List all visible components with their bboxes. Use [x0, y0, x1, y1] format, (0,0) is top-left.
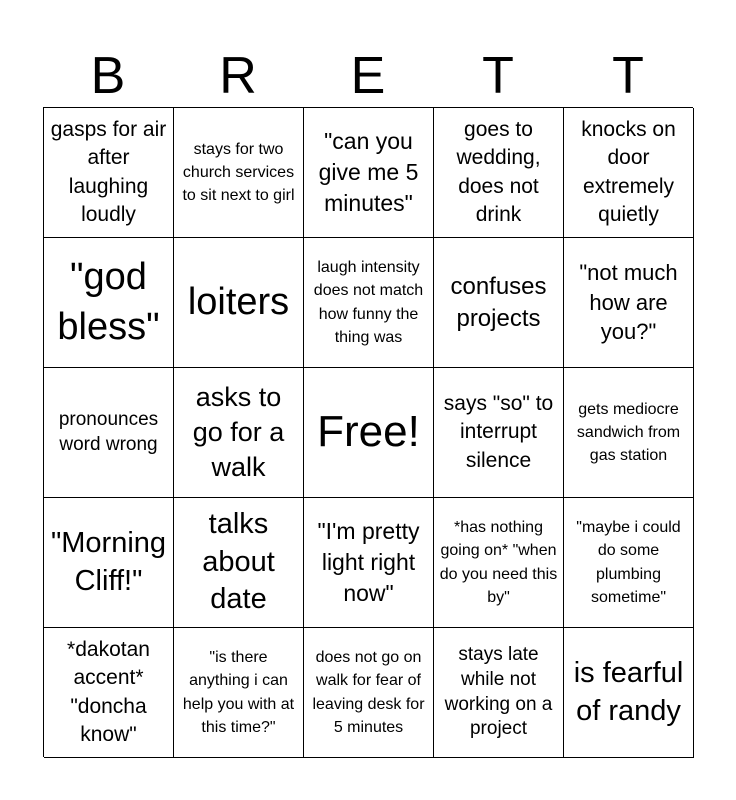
header-letter-t1: T: [482, 47, 514, 105]
header-letter-r: R: [219, 47, 257, 105]
header-letter-t2: T: [612, 47, 644, 105]
bingo-cell[interactable]: pronounces word wrong: [44, 368, 174, 498]
bingo-header: [43, 44, 693, 108]
bingo-board: [43, 107, 693, 757]
bingo-cell[interactable]: "can you give me 5 minutes": [304, 108, 434, 238]
bingo-cell[interactable]: "is there anything i can help you with at this time?": [174, 628, 304, 758]
bingo-cell[interactable]: gasps for air after laughing loudly: [44, 108, 174, 238]
bingo-cell[interactable]: goes to wedding, does not drink: [434, 108, 564, 238]
bingo-cell[interactable]: talks about date: [174, 498, 304, 628]
bingo-cell[interactable]: stays late while not working on a project: [434, 628, 564, 758]
bingo-cell[interactable]: "maybe i could do some plumbing sometime": [564, 498, 694, 628]
bingo-cell[interactable]: does not go on walk for fear of leaving desk for 5 minutes: [304, 628, 434, 758]
bingo-cell[interactable]: "god bless": [44, 238, 174, 368]
bingo-cell[interactable]: asks to go for a walk: [174, 368, 304, 498]
bingo-cell[interactable]: confuses projects: [434, 238, 564, 368]
header-letter-e: E: [350, 47, 386, 105]
bingo-cell[interactable]: "Morning Cliff!": [44, 498, 174, 628]
bingo-cell[interactable]: "not much how are you?": [564, 238, 694, 368]
header-letter-b: B: [90, 47, 126, 105]
bingo-cell[interactable]: stays for two church services to sit next to girl: [174, 108, 304, 238]
bingo-cell[interactable]: *has nothing going on* "when do you need this by": [434, 498, 564, 628]
bingo-cell[interactable]: loiters: [174, 238, 304, 368]
bingo-cell[interactable]: "I'm pretty light right now": [304, 498, 434, 628]
bingo-cell[interactable]: knocks on door extremely quietly: [564, 108, 694, 238]
bingo-cell[interactable]: laugh intensity does not match how funny the thing was: [304, 238, 434, 368]
bingo-cell[interactable]: says "so" to interrupt silence: [434, 368, 564, 498]
bingo-cell[interactable]: is fearful of randy: [564, 628, 694, 758]
bingo-cell[interactable]: gets mediocre sandwich from gas station: [564, 368, 694, 498]
bingo-cell[interactable]: *dakotan accent* "doncha know": [44, 628, 174, 758]
free-space[interactable]: Free!: [304, 368, 434, 498]
